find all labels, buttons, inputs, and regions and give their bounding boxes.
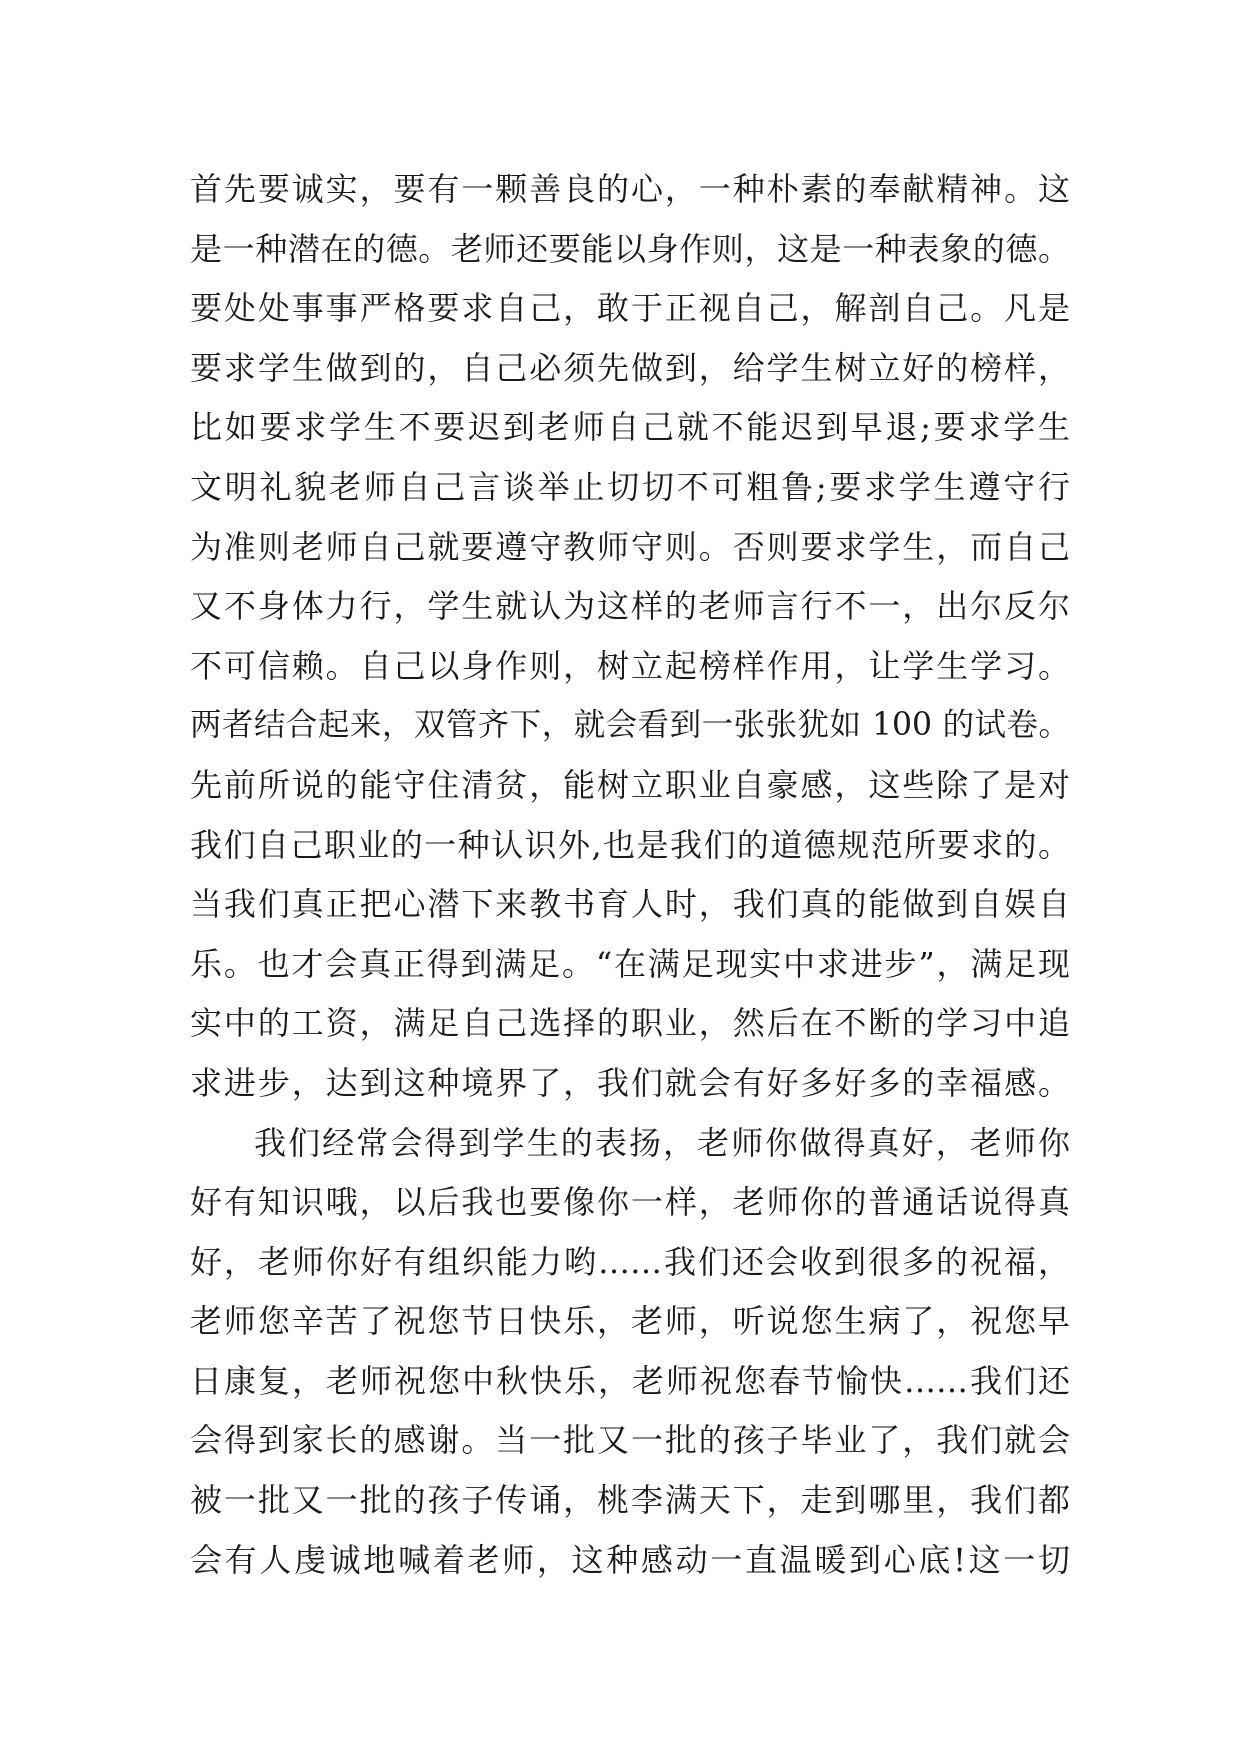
text-line: 老师您辛苦了祝您节日快乐，老师，听说您生病了，祝您早: [190, 1302, 1070, 1341]
text-line: 先前所说的能守住清贫，能树立职业自豪感，这些除了是对: [190, 765, 1070, 804]
text-line: 要求学生做到的，自己必须先做到，给学生树立好的榜样，: [190, 348, 1070, 387]
text-line: 是一种潜在的德。老师还要能以身作则，这是一种表象的德。: [190, 229, 1070, 268]
text-line: 两者结合起来，双管齐下，就会看到一张张犹如 100 的试卷。: [190, 707, 1070, 744]
text-line: 为准则老师自己就要遵守教师守则。否则要求学生，而自己: [190, 527, 1070, 566]
text-line: 我们自己职业的一种认识外,也是我们的道德规范所要求的。: [190, 825, 1070, 864]
text-line: 好，老师你好有组织能力哟……我们还会收到很多的祝福，: [190, 1242, 1070, 1281]
text-line: 比如要求学生不要迟到老师自己就不能迟到早退;要求学生: [190, 408, 1070, 447]
text-line: 要处处事事严格要求自己，敢于正视自己，解剖自己。凡是: [190, 289, 1070, 328]
text-line: 文明礼貌老师自己言谈举止切切不可粗鲁;要求学生遵守行: [190, 467, 1070, 506]
text-line: 首先要诚实，要有一颗善良的心，一种朴素的奉献精神。这: [190, 170, 1070, 208]
text-line: 求进步，达到这种境界了，我们就会有好多好多的幸福感。: [190, 1063, 1070, 1102]
text-line: 会得到家长的感谢。当一批又一批的孩子毕业了，我们就会: [190, 1421, 1070, 1460]
text-line: 被一批又一批的孩子传诵，桃李满天下，走到哪里，我们都: [190, 1481, 1070, 1520]
text-line: 好有知识哦，以后我也要像你一样，老师你的普通话说得真: [190, 1183, 1070, 1222]
text-line: 日康复，老师祝您中秋快乐，老师祝您春节愉快……我们还: [190, 1361, 1070, 1400]
text-line: 会有人虔诚地喊着老师，这种感动一直温暖到心底!这一切: [190, 1540, 1070, 1579]
text-line: 不可信赖。自己以身作则，树立起榜样作用，让学生学习。: [190, 646, 1070, 685]
text-line: 又不身体力行，学生就认为这样的老师言行不一，出尔反尔: [190, 587, 1070, 626]
text-line: 实中的工资，满足自己选择的职业，然后在不断的学习中追: [190, 1004, 1070, 1043]
text-line: 乐。也才会真正得到满足。“在满足现实中求进步”，满足现: [190, 944, 1070, 983]
text-line: 当我们真正把心潜下来教书育人时，我们真的能做到自娱自: [190, 885, 1070, 924]
body-text: [190, 160, 1070, 1590]
paragraph-start-line: 我们经常会得到学生的表扬，老师你做得真好，老师你: [254, 1123, 1070, 1162]
